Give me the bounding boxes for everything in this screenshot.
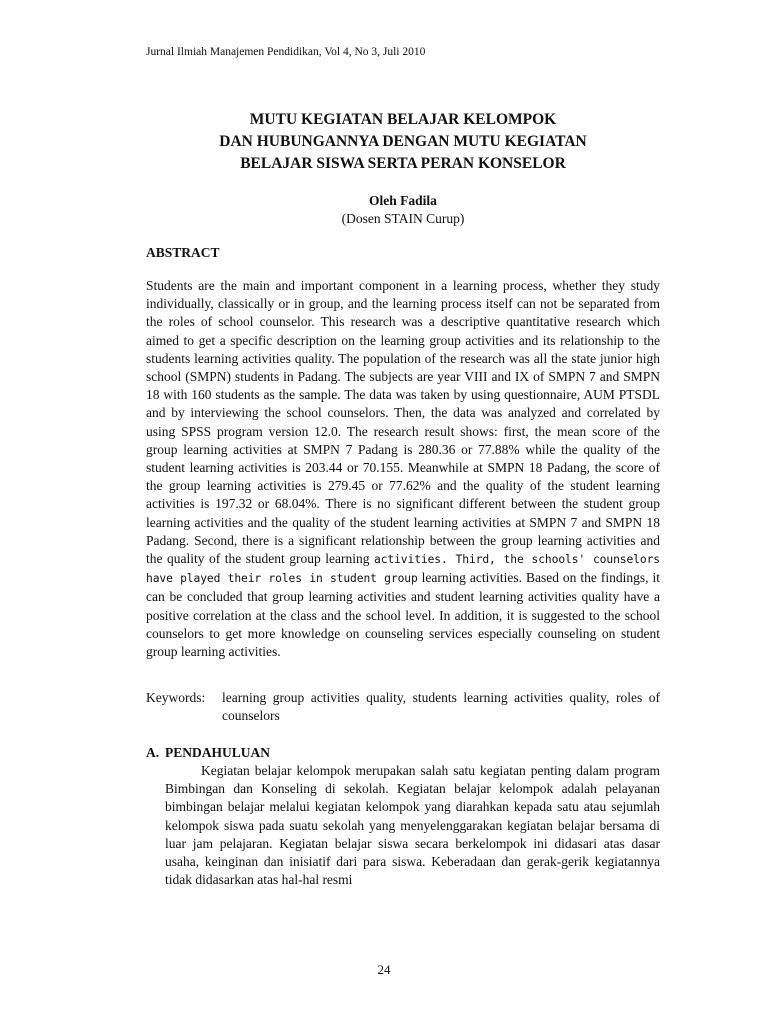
author-affiliation: (Dosen STAIN Curup) [341,211,465,226]
abstract-heading: ABSTRACT [146,245,220,260]
author-block [146,192,660,228]
abstract-text-alt-font: activities. Third, the schools' counselors have played their roles in student group [146,553,660,586]
section-number: A. [146,745,160,760]
section-paragraph: Kegiatan belajar kelompok merupakan salah satu kegiatan penting dalam program Bimbingan dan Konseling di sekolah. Kegiatan belajar kelompok adalah pelayanan bimbingan belajar melalui kegiatan kelompok yang diarahkan kepada satu atau sejumlah kelompok siswa pada suatu sekolah yang menyelenggarakan kegiatan belajar bersama di luar jam pelajaran. Kegiatan belajar siswa secara berkelompok ini didasari atas dasar usaha, keinginan dan inisiatif dari para siswa. Keberadaan dan gerak-gerik kegiatannya tidak didasarkan atas hal-hal resmi [165,763,660,888]
keywords-label: Keywords: [146,690,206,705]
abstract-body [146,277,660,661]
abstract-paragraph [146,277,660,661]
keywords-text: learning group activities quality, students learning activities quality, roles of counselors [222,690,660,724]
journal-header: Jurnal Ilmiah Manajemen Pendidikan, Vol 4, No 3, Juli 2010 [146,46,426,58]
section-body [165,762,660,889]
abstract-text-part-2: learning activities. Based on the findings, it can be concluded that group learning activities and student learning activities quality have a positive correlation at the class and the school level. In addition, it is suggested to the school counselors to get more knowledge on counseling services especially counseling on student group learning activities. [146,570,660,660]
title-line-3: BELAJAR SISWA SERTA PERAN KONSELOR [240,155,566,172]
section-heading [146,745,270,761]
author-name: Oleh Fadila [369,193,437,208]
keywords [146,689,660,725]
section-title: PENDAHULUAN [165,745,271,760]
article-title [146,109,660,175]
abstract-text-part-1: Students are the main and important component in a learning process, whether they study individually, classically or in group, and the learning process itself can not be separated from the roles of school counselor. This research was a descriptive quantitative research which aimed to get a specific description on the learning group activities and its relationship to the students learning activities quality. The population of the research was all the state junior high school (SMPN) students in Padang. The subjects are year VIII and IX of SMPN 7 and SMPN 18 with 160 students as the sample. The data was taken by using questionnaire, AUM PTSDL and by interviewing the school counselors. Then, the data was analyzed and correlated by using SPSS program version 12.0. The research result shows: first, the mean score of the group learning activities at SMPN 7 Padang is 280.36 or 77.88% while the quality of the student learning activities is 203.44 or 70.155. Meanwhile at SMPN 18 Padang, the score of the group learning activities is 279.45 or 77.62% and the quality of the student learning activities is 197.32 or 68.04%. There is no significant different between the student group learning activities and the quality of the student learning activities at SMPN 7 and SMPN 18 Padang. Second, there is a significant relationship between the group learning activities and the quality of the student group learning [146,278,660,567]
page-number: 24 [377,962,391,977]
title-line-2: DAN HUBUNGANNYA DENGAN MUTU KEGIATAN [219,133,587,150]
title-line-1: MUTU KEGIATAN BELAJAR KELOMPOK [249,111,557,128]
